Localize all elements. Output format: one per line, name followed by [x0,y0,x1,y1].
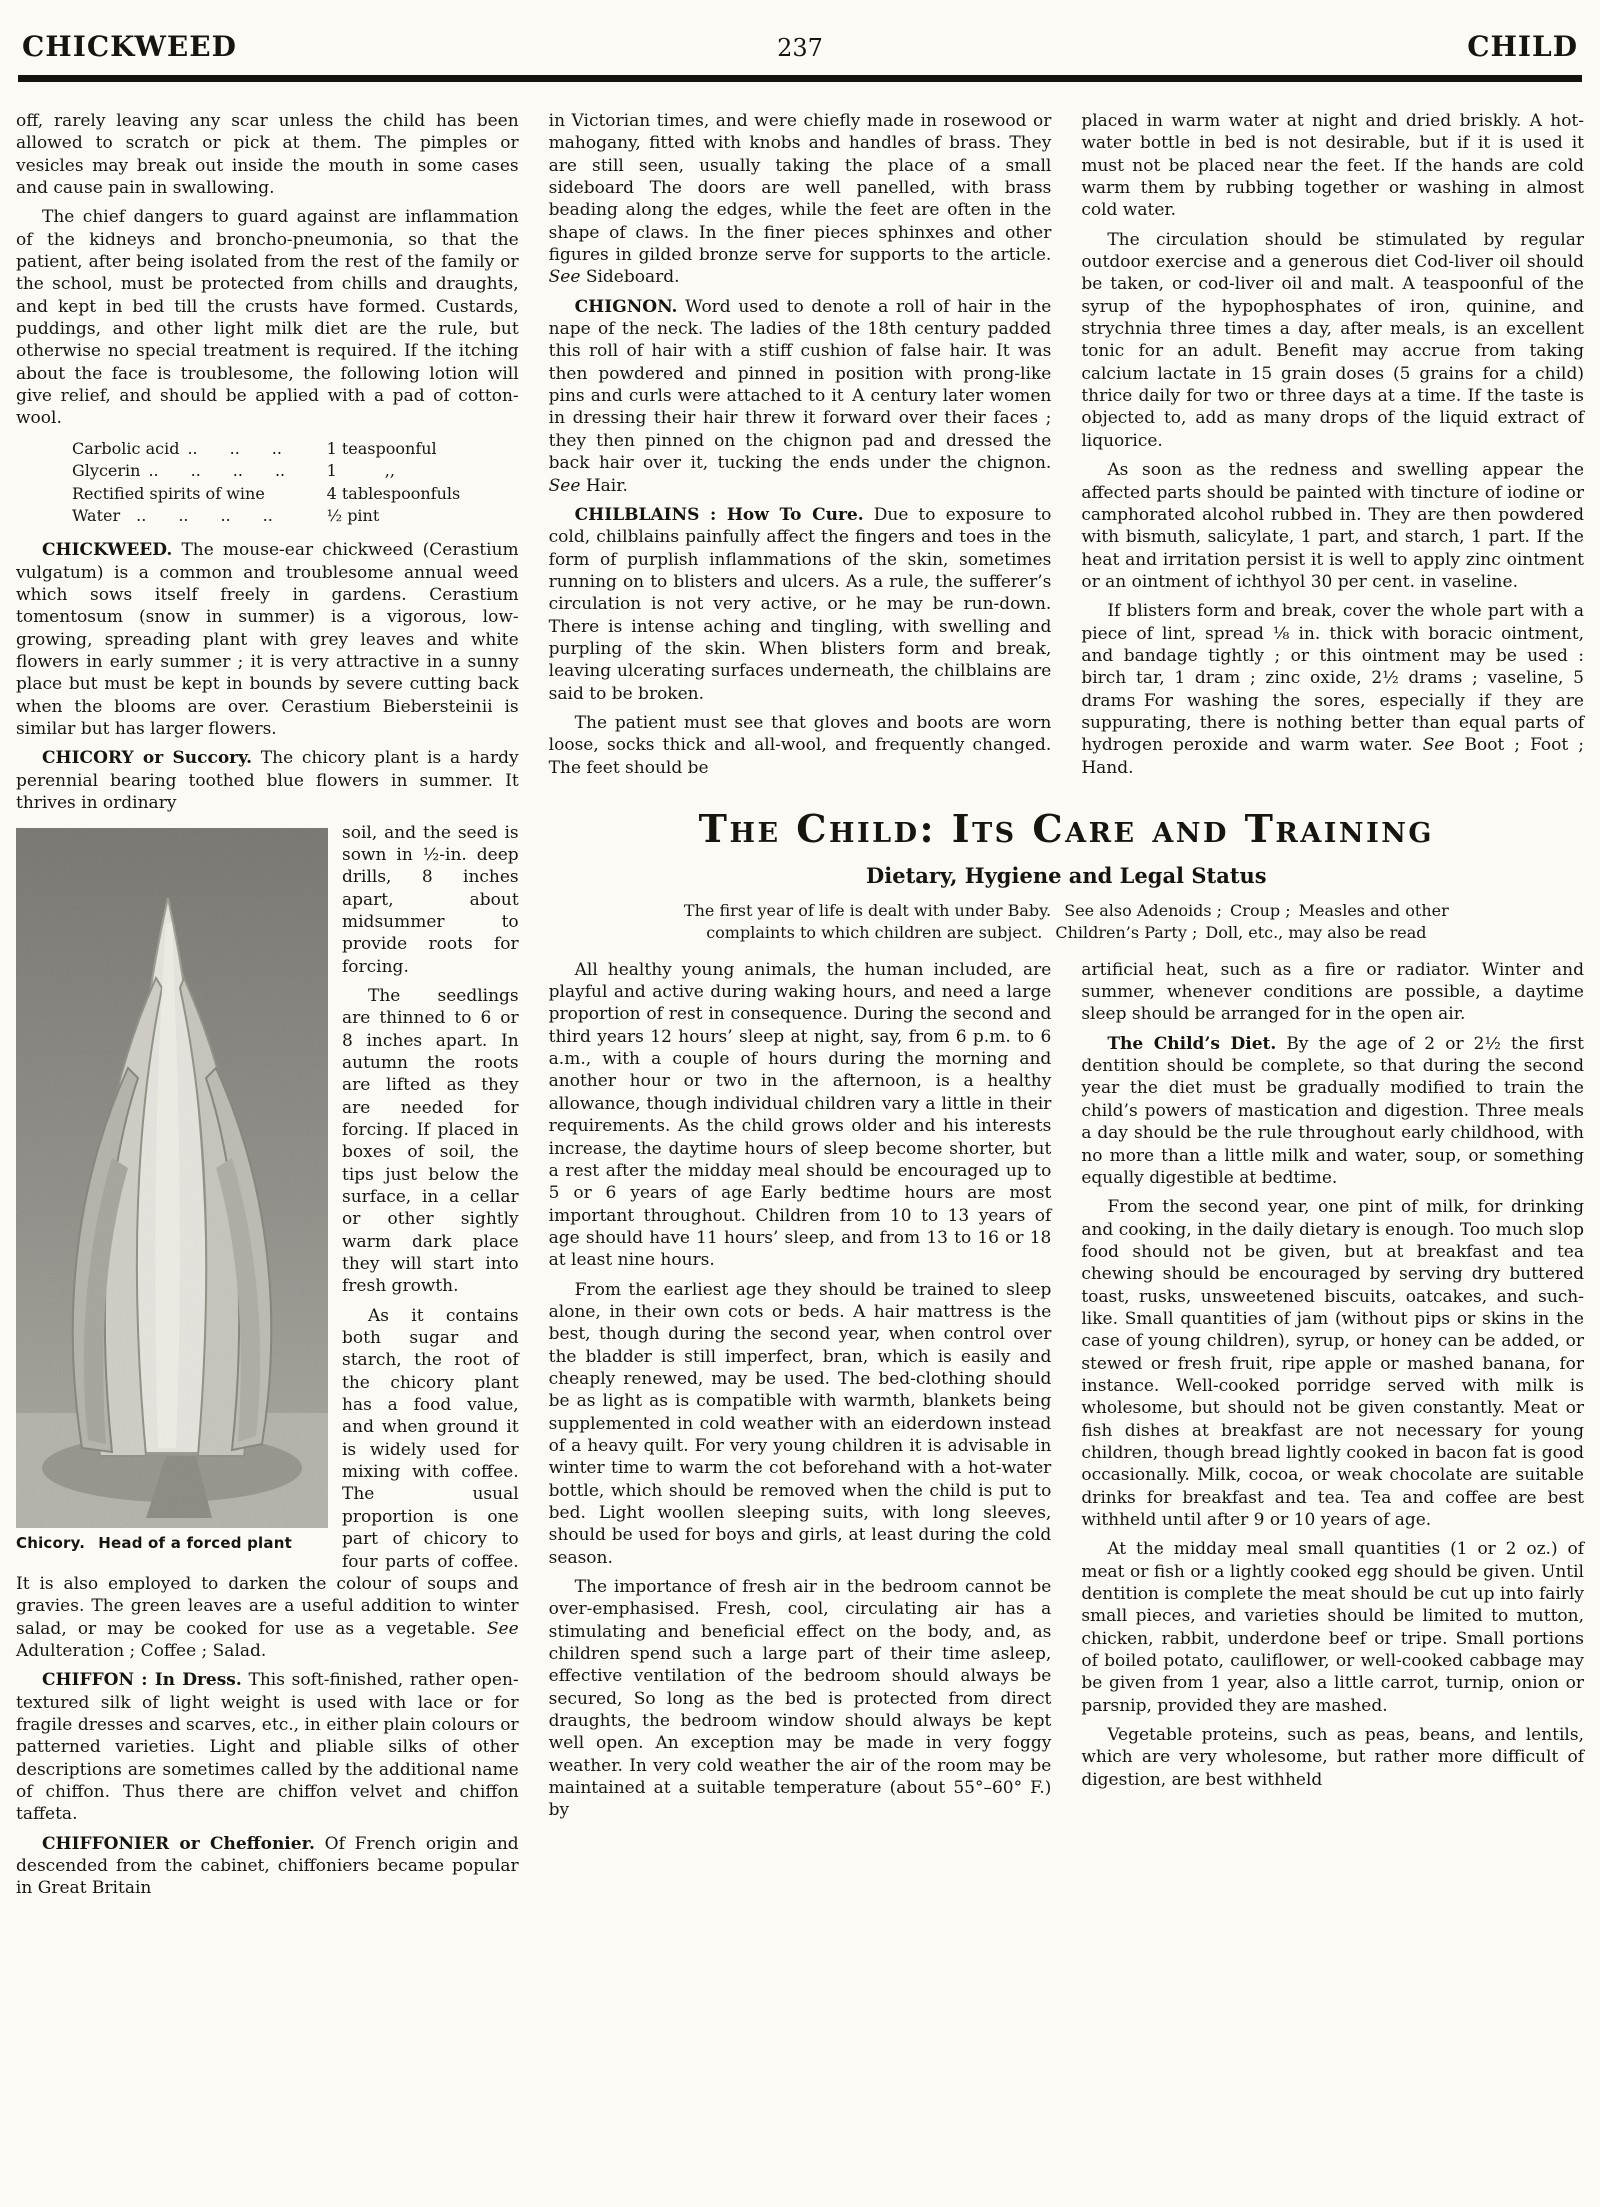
see-reference: See [548,267,581,288]
lotion-recipe-table [16,438,519,528]
article-heading-block [549,806,1584,945]
paragraph: The importance of fresh air in the bedroom cannot be over-emphasised. Fresh, cool, circulating air has a stimulating and beneficial effect on the body, and, as children spend such a large part of their time asleep, effective ventilation of the bedroom should always be secured, So long as the bed is protected from direct draughts, the bedroom window should always be kept well open. An exception may be made in very foggy weather. In very cold weather the air of the room may be maintained at a suitable temperature (about 55°–60° F.) by [548,1577,1052,1821]
paragraph: The patient must see that gloves and boots are worn loose, socks thick and all-wool, and frequently changed. The feet should be [548,712,1052,778]
entry-text: The chicory plant is a hardy perennial bearing toothed blue flowers in summer. It thrives in ordinary [16,748,519,814]
recipe-row [72,505,519,527]
entry-term: CHICORY or Succory. [42,748,252,769]
article-column-right [1081,959,1584,1829]
article-intro-line1: The first year of life is dealt with under Baby. See also Adenoids ; Croup ; Measles and other [683,900,1449,920]
running-head-right: CHILD [1467,30,1578,63]
paragraph: At the midday meal small quantities (1 or 2 oz.) of meat or fish or a lightly cooked egg should be given. Until dentition is complete the meat should be cut up into fairly small pieces, and varieties should be limited to mutton, chicken, rabbit, underdone beef or tripe. Small portions of boiled potato, cauliflower, or well-cooked cabbage may be given from 1 year, also a little carrot, turnip, onion or parsnip, provided they are mashed. [1081,1539,1584,1716]
entry-chiffonier [16,1833,519,1900]
caption-text: Head of a forced plant [85,1533,292,1552]
recipe-row [72,460,519,482]
recipe-quantity: 4 tablespoonfuls [326,483,461,503]
article-title: The Child: Its Care and Training [698,805,1434,851]
recipe-quantity: ½ pint [326,505,380,525]
paragraph: From the earliest age they should be trained to sleep alone, in their own cots or beds. A hair mattress is the best, though during the second year, when control over the bladder is still imperfect, bran, which is easily and cheaply renewed, may be used. The bed-clothing should be as light as is compatible with warmth, blankets being supplemented in cold weather with an eiderdown instead of a heavy quilt. For very young children it is advisable in winter time to warm the cot beforehand with a hot-water bottle, which should be removed when the child is put to bed. Light woollen sleeping suits, with long sleeves, should be used for boys and girls, at least during the cold season. [548,1279,1052,1568]
paragraph: As soon as the redness and swelling appear the affected parts should be painted with tincture of iodine or camphorated alcohol rubbed in. They are then powdered with bismuth, salicylate, 1 part, and starch, 1 part. If the heat and irritation persist it is well to apply zinc ointment or an ointment of ichthyol 30 per cent. in vaseline. [1081,460,1584,592]
paragraph: The circulation should be stimulated by regular outdoor exercise and a generous diet Cod-liver oil should be taken, or cod-liver oil and malt. A teaspoonful of the syrup of the hypophosphates of iron, quinine, and strychnia three times a day, after meals, is an excellent tonic for an adult. Benefit may accrue from taking calcium lactate in 15 grain doses (5 grains for a child) thrice daily for two or three days at a time. If the taste is objected to, add as many drops of the liquid extract of liquorice. [1081,229,1584,451]
see-targets: Adulteration ; Coffee ; Salad. [16,1640,267,1661]
see-reference: See [548,475,581,496]
entry-chiffon [16,1669,519,1825]
article-two-columns [549,959,1584,1829]
see-reference: See [1422,735,1455,756]
recipe-ingredient: Rectified spirits of wine [72,483,265,503]
entry-text: If blisters form and break, cover the whole part with a piece of lint, spread ⅛ in. thick with boracic ointment, and bandage tightly ; or this ointment may be used : birch tar, 1 dram ; zinc oxide, 2½ drams ; vaseline, 5 drams For washing the sores, especially if they are suppurating, there is nothing better than equal parts of hydrogen peroxide and warm water. [1081,601,1584,756]
paragraph: placed in warm water at night and dried briskly. A hot-water bottle in bed is not desirable, but if it is used it must not be placed near the feet. If the hands are cold warm them by rubbing together or washing in almost cold water. [1081,111,1584,221]
running-head-left: CHICKWEED [22,30,237,63]
paragraph: The seedlings are thinned to 6 or 8 inches apart. In autumn the roots are lifted as they are needed for forcing. If placed in boxes of soil, the tips just below the surface, in a cellar or other sightly warm dark place they will start into fresh growth. [342,985,519,1297]
entry-text: The mouse-ear chickweed (Cerastium vulgatum) is a common and troublesome annual weed which sows itself freely in gardens. Cerastium tomentosum (snow in summer) is a vigorous, low-growing, spreading plant with grey leaves and white flowers in early summer ; it is very attractive in a sunny place but must be kept in bounds by severe cutting back when the blooms are over. Cerastium Biebersteinii is similar but has larger flowers. [16,540,519,740]
paragraph: From the second year, one pint of milk, for drinking and cooking, in the daily dietary is enough. Too much slop food should not be given, but at breakfast and tea chewing should be encouraged by serving dry buttered toast, rusks, unsweetened biscuits, oatcakes, and such-like. Small quantities of jam (without pips or skins in the case of young children), syrup, or honey can be added, or stewed or fresh fruit, ripe apple or mashed banana, for instance. Well-cooked porridge served with milk is wholesome, but should not be given constantly. Meat or fish dishes at breakfast are not necessary for young children, though bread lightly cooked in bacon fat is good occasionally. Milk, cocoa, or weak chocolate are suitable drinks for breakfast and tea. Tea and coffee are best withheld until after 9 or 10 years of age. [1081,1197,1584,1530]
recipe-ingredient: Glycerin .. .. .. .. [72,461,286,481]
entry-term: CHILBLAINS : How To Cure. [574,504,864,525]
page-header [16,30,1584,75]
entry-childs-diet [1081,1033,1584,1189]
columns-middle-right [549,110,1584,1907]
page-number: 237 [777,34,823,62]
upper-two-columns [549,110,1584,786]
recipe-row [72,438,519,460]
entry-term: CHIFFON : In Dress. [42,1670,242,1691]
entry-text: As it contains both sugar and starch, the root of the chicory plant has a food value, and when ground it is widely used for mixing with coffee. The usual proportion is one part of chicory to four parts of coffee. It is also employed to darken the colour of soups and gravies. The green leaves are a useful addition to winter salad, or may be cooked for use as a vegetable. [16,1305,519,1639]
paragraph: soil, and the seed is sown in ½-in. deep drills, 8 inches apart, about midsummer to provide roots for forcing. [342,822,519,977]
see-targets: Boot ; Foot ; Hand. [1081,735,1585,778]
column-layout [16,110,1584,1907]
paragraph [549,110,1052,289]
entry-chickweed [16,539,519,740]
entry-term: CHICKWEED. [42,540,173,561]
paragraph: artificial heat, such as a fire or radiator. Winter and summer, whenever conditions are possible, a daytime sleep should be arranged for in the open air. [1081,959,1584,1025]
article-subtitle: Dietary, Hygiene and Legal Status [866,862,1267,888]
article-intro [549,900,1584,945]
chicory-photo-image [16,828,328,1528]
recipe-quantity: 1 ,, [326,461,395,481]
paragraph [1081,600,1584,779]
column-left [16,110,519,1907]
entry-chilblains [549,504,1052,705]
article-column-left [549,959,1052,1829]
recipe-row [72,483,519,505]
recipe-ingredient: Carbolic acid .. .. .. [72,438,282,458]
entry-text: in Victorian times, and were chiefly made in rosewood or mahogany, fitted with knobs and handles of brass. They are still seen, usually taking the place of a small sideboard The doors are well panelled, with brass beading along the edges, while the feet are often in the shape of claws. In the finer pieces sphinxes and other figures in gilded bronze serve for supports to the article. [548,111,1052,266]
paragraph: The chief dangers to guard against are inflammation of the kidneys and broncho-pneumonia, so that the patient, after being isolated from the rest of the family or the school, must be protected from chills and draughts, and kept in bed till the crusts have formed. Custards, puddings, and other light milk diet are the rule, but otherwise no special treatment is required. If the itching about the face is troublesome, the following lotion will give relief, and should be applied with a pad of cotton-wool. [16,207,519,429]
chicory-figure [16,828,328,1552]
paragraph: off, rarely leaving any scar unless the child has been allowed to scratch or pick at them. The pimples or vesicles may break out inside the mouth in some cases and cause pain in swallowing. [16,111,519,199]
entry-chicory [16,747,519,814]
entry-term: CHIFFONIER or Cheffonier. [42,1833,315,1854]
see-targets: Sideboard. [580,267,680,288]
article-intro-line2: complaints to which children are subject. Children’s Party ; Doll, etc., may also be read [706,923,1427,943]
figure-caption [16,1534,328,1552]
entry-text: Of French origin and descended from the cabinet, chiffoniers became popular in Great Britain [16,1833,519,1899]
column-right [1081,110,1584,786]
column-middle [549,110,1052,786]
see-targets: Hair. [580,475,628,496]
entry-text: Word used to denote a roll of hair in the nape of the neck. The ladies of the 18th century padded this roll of hair with a stiff cushion of false hair. It was then powdered and pinned in position with prong-like pins and curls were attached to it A century later women in dressing their hair threw it forward over their faces ; they then pinned on the chignon pad and dressed the back hair over it, tucking the ends under the chignon. [548,296,1052,474]
recipe-quantity: 1 teaspoonful [326,438,437,458]
entry-chignon [549,296,1052,497]
entry-text: Due to exposure to cold, chilblains painfully affect the fingers and toes in the form of purplish inflammations of the skin, sometimes running on to blisters and ulcers. As a rule, the sufferer’s circulation is not very active, or he may be run-down. There is intense aching and tingling, with swelling and purpling of the skin. When blisters form and break, leaving ulcerating surfaces underneath, the chilblains are said to be broken. [548,504,1052,704]
recipe-ingredient: Water .. .. .. .. [72,505,273,525]
entry-text: This soft-finished, rather open-textured silk of light weight is used with lace or for fragile dresses and scarves, etc., in either plain colours or patterned varieties. Light and pliable silks of other descriptions are sometimes called by the additional name of chiffon. Thus there are chiffon velvet and chiffon taffeta. [16,1670,519,1825]
paragraph: All healthy young animals, the human included, are playful and active during waking hours, and need a large proportion of rest in consequence. During the second and third years 12 hours’ sleep at night, say, from 6 p.m. to 6 a.m., with a couple of hours during the morning and another hour or two in the afternoon, is a healthy allowance, though individual children vary a little in their requirements. As the child grows older and his interests increase, the daytime hours of sleep become shorter, but a rest after the midday meal should be encouraged up to 5 or 6 years of age Early bedtime hours are most important throughout. Children from 10 to 13 years of age should have 11 hours’ sleep, and from 13 to 16 or 18 at least nine hours. [548,959,1052,1271]
entry-term: CHIGNON. [574,296,678,317]
entry-text: By the age of 2 or 2½ the first dentition should be complete, so that during the second year the diet must be gradually modified to train the child’s powers of mastication and digestion. Three meals a day should be the rule throughout early childhood, with no more than a little milk and water, soup, or something equally digestible at bedtime. [1081,1033,1584,1188]
entry-term: The Child’s Diet. [1107,1033,1277,1054]
see-reference: See [486,1618,519,1639]
caption-term: Chicory. [16,1533,86,1552]
header-rule [18,75,1582,82]
paragraph: Vegetable proteins, such as peas, beans, and lentils, which are very wholesome, but rather more difficult of digestion, are best withheld [1081,1725,1584,1790]
